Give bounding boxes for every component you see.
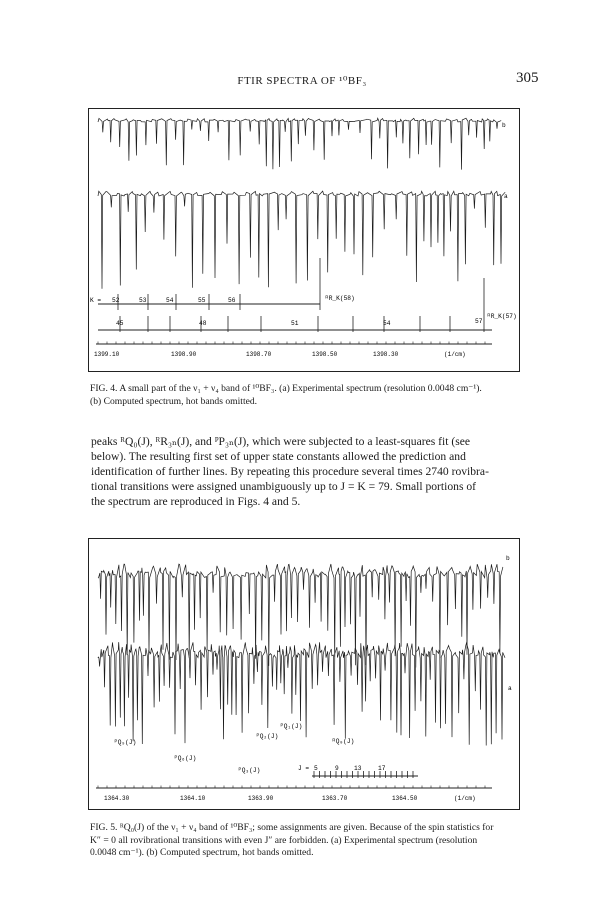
figure-5-branch-pq1: ᴾQ₁(J) — [280, 723, 303, 730]
figure-4-j-57: 57 — [475, 318, 483, 325]
figure-5-x-tick-1364.50: 1364.50 — [392, 795, 418, 802]
figure-4-trace-b — [98, 118, 501, 169]
figure-5-j-ticks — [314, 771, 413, 778]
figure-5-x-tick-1363.70: 1363.70 — [322, 795, 348, 802]
figure-5-x-tick-1364.30: 1364.30 — [104, 795, 130, 802]
figure-5-caption — [90, 822, 520, 860]
figure-4-x-tick-1399.10: 1399.10 — [94, 351, 120, 358]
figure-4-k-52: 52 — [112, 297, 120, 304]
paragraph-line-4: tional transitions were assigned unambiguously up to J = K = 79. Small portions of — [91, 480, 477, 493]
figure-5-caption-line-1: FIG. 5. ᴿQ₀(J) of the ν₁ + ν₄ band of ¹⁰BF₃; some assignments are given. Because of the spin statistics for — [90, 822, 494, 833]
figure-4-frame — [89, 109, 520, 372]
figure-5-caption-line-2: K″ = 0 all rovibrational transitions with even J″ are forbidden. (a) Experimental spectrum (resolution — [90, 834, 478, 846]
running-head: FTIR SPECTRA OF ¹⁰BF₃ — [237, 75, 367, 87]
figure-5-trace-label-a: a — [508, 685, 512, 692]
figure-4-x-tick-1398.70: 1398.70 — [246, 351, 272, 358]
page-number: 305 — [516, 70, 539, 86]
figure-5-x-unit: (1/cm) — [454, 795, 476, 802]
figure-4-x-tick-1398.30: 1398.30 — [373, 351, 399, 358]
figure-4-caption-line-2: (b) Computed spectrum, hot bands omitted. — [90, 395, 258, 407]
figure-4-rr58-label: ᴿR_K(58) — [325, 295, 355, 302]
figure-4-rr57-label: ᴿR_K(57) — [487, 313, 517, 320]
figure-4-k-55: 55 — [198, 297, 206, 304]
figure-4-x-tick-1398.50: 1398.50 — [312, 351, 338, 358]
figure-5-branch-pq3: ᴾQ₃(J) — [238, 767, 261, 774]
figure-5-j-prefix: J = — [298, 765, 310, 772]
figure-4-j-ticks — [120, 278, 484, 332]
figure-4-j-48: 48 — [199, 320, 207, 327]
figure-4-x-tick-1398.90: 1398.90 — [171, 351, 197, 358]
figure-5-j-5: 5 — [314, 765, 318, 772]
figure-4-caption-line-1: FIG. 4. A small part of the ν₁ + ν₄ band of ¹⁰BF₃. (a) Experimental spectrum (resolution 0.0048 cm⁻¹). — [90, 383, 482, 394]
figure-4-k-prefix: K = — [90, 297, 102, 304]
body-paragraph — [91, 434, 515, 509]
figure-5-j-17: 17 — [378, 765, 386, 772]
figure-5-caption-line-3: 0.0048 cm⁻¹). (b) Computed spectrum, hot bands omitted. — [90, 847, 314, 859]
figure-4-k-53: 53 — [139, 297, 147, 304]
paragraph-line-2: below). The resulting first set of upper state constants allowed the prediction and — [91, 450, 466, 463]
figure-4-caption — [90, 383, 520, 408]
f4-traceb-line — [98, 118, 501, 169]
figure-5-trace-label-b: b — [506, 555, 510, 562]
figure-5-x-tick-1363.90: 1363.90 — [248, 795, 274, 802]
figure-4-j-51: 51 — [291, 320, 299, 327]
figure-5-branch-rq0: ᴿQ₀(J) — [332, 738, 355, 745]
figure-4-j-54: 54 — [383, 320, 391, 327]
figure-4-x-unit: (1/cm) — [444, 351, 466, 358]
figure-4-k-54: 54 — [166, 297, 174, 304]
figure-4-k-56: 56 — [228, 297, 236, 304]
figure-5-x-tick-1364.10: 1364.10 — [180, 795, 206, 802]
figure-4 — [88, 108, 520, 372]
paragraph-line-5: the spectrum are reproduced in Figs. 4 and 5. — [91, 495, 301, 508]
figure-4-trace-label-a: a — [504, 193, 508, 200]
paragraph-line-3: identification of further lines. By repeating this procedure several times 2740 rovibra- — [91, 465, 489, 478]
f5-traceb-line — [98, 564, 503, 668]
figure-4-j-45: 45 — [116, 320, 124, 327]
paragraph-line-1: peaks ᴿQ₀(J), ᴿR₃ₙ(J), and ᴾP₃ₙ(J), which were subjected to a least-squares fit (see — [91, 435, 471, 448]
figure-5-j-13: 13 — [354, 765, 362, 772]
figure-5-branch-pq2: ᴾQ₂(J) — [256, 733, 279, 740]
figure-4-trace-label-b: b — [502, 122, 506, 129]
figure-4-trace-a — [98, 191, 505, 289]
figure-5 — [88, 538, 520, 810]
figure-5-trace-b — [98, 564, 503, 668]
f4-tracea-line — [98, 191, 505, 289]
figure-5-j-9: 9 — [335, 765, 339, 772]
figure-5-branch-pq6: ᴾQ₆(J) — [174, 755, 197, 762]
figure-5-branch-pq9: ᴾQ₉(J) — [114, 739, 137, 746]
figure-4-k-ticks — [118, 258, 320, 310]
